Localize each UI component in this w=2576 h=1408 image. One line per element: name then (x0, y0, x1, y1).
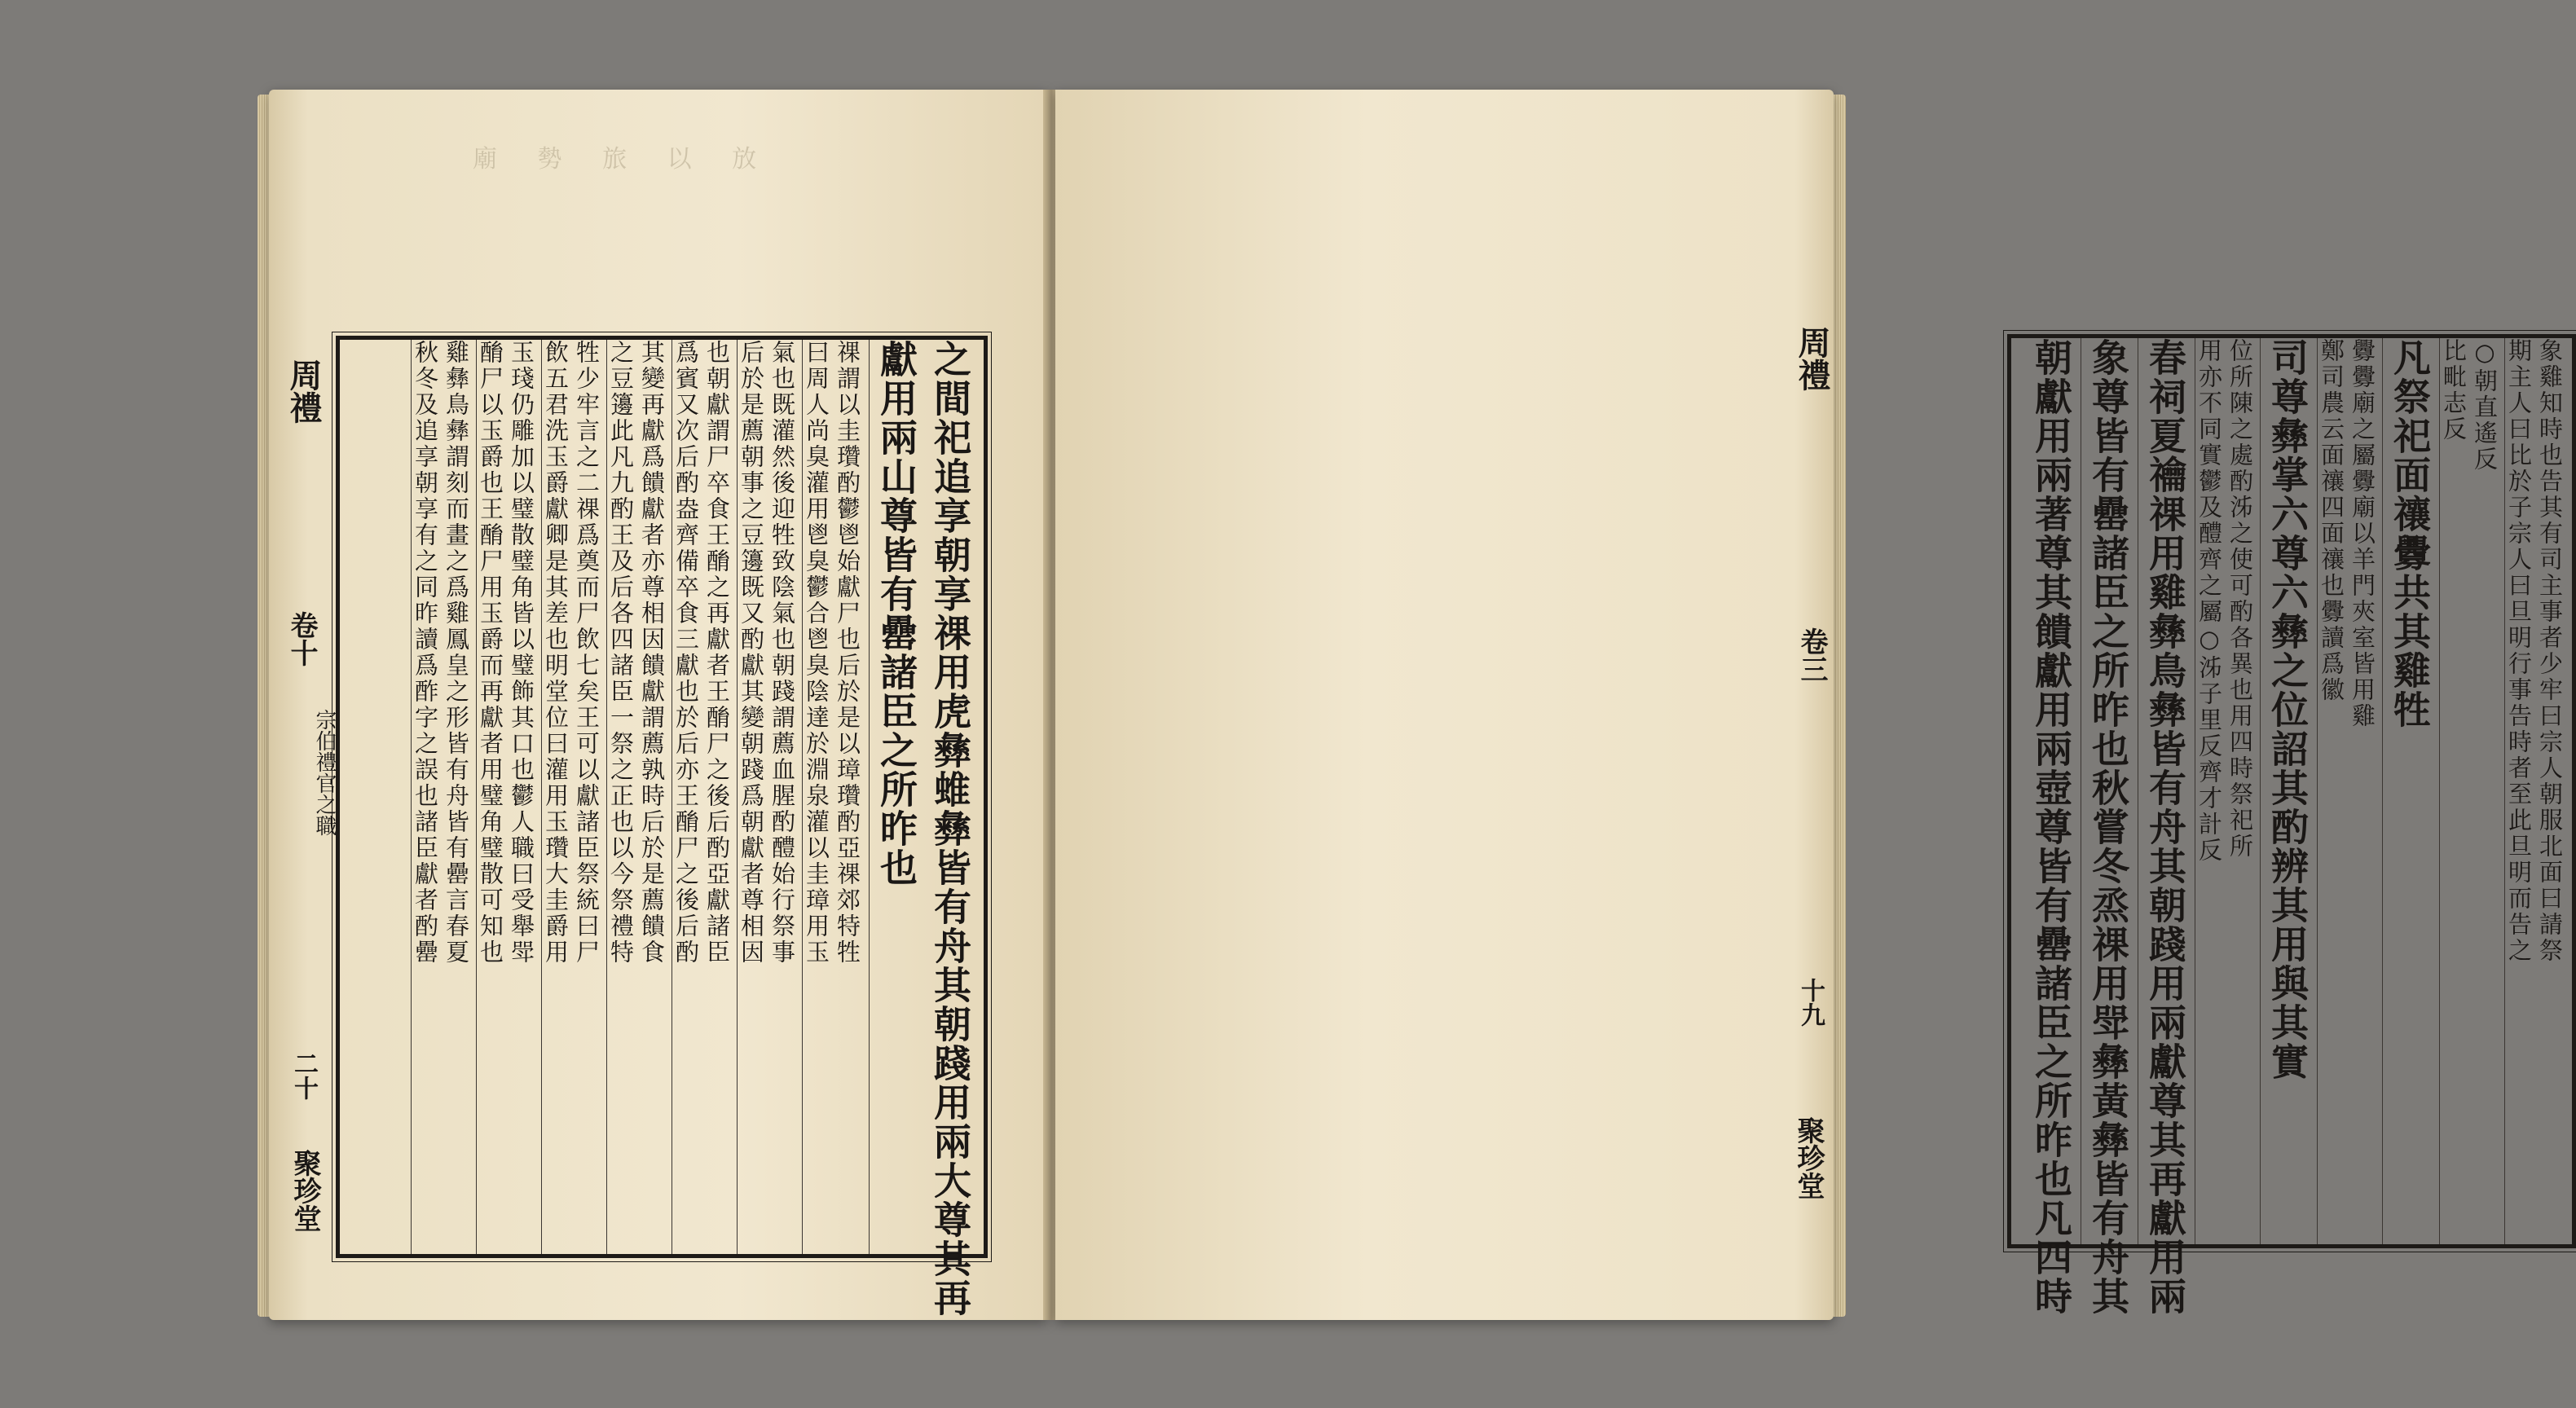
banxin-page-number: 十九 (1796, 978, 1825, 1027)
bleed-through-text: 廟 勢 旅 以 放 (473, 145, 773, 174)
commentary-column: 后於是薦朝事之豆籩既又酌獻其變朝踐爲朝獻者尊相因 (738, 340, 765, 966)
left-text-frame (336, 336, 988, 1318)
column-rule (2260, 338, 2261, 1244)
commentary-column: 酳尸以玉爵也王酳尸用玉爵而再獻者用璧角璧散可知也 (477, 340, 504, 966)
banxin-publisher: 聚珍堂 (288, 1149, 321, 1232)
commentary-column: 玉琖仍雕加以璧散璧角皆以璧飾其口也鬱人職曰受舉斝 (508, 340, 535, 966)
commentary-column: 期主人曰比於子宗人曰旦明行事告時者至此旦明而告之 (2505, 338, 2533, 964)
column-rule (802, 340, 803, 1254)
right-page (1055, 90, 2564, 1320)
column-rule (2439, 338, 2440, 1244)
main-text-column: 象尊皆有罍諸臣之所昨也秋嘗冬烝祼用斝彝黃彝皆有舟其 (2086, 338, 2130, 1316)
left-page (269, 90, 1047, 1320)
commentary-column: 比毗志反 (2440, 338, 2468, 442)
commentary-column: 其變再獻爲饋獻者亦尊相因饋獻謂薦孰時后於是薦饋食 (638, 340, 666, 966)
main-text-column: 朝獻用兩著尊其饋獻用兩壺尊皆有罍諸臣之所昨也凡四時 (2029, 338, 2073, 1316)
column-rule (2317, 338, 2318, 1244)
main-text-column: 司尊彝掌六尊六彝之位詔其酌辨其用與其實 (2266, 338, 2310, 1081)
commentary-column: 爲賓又次后酌盎齊備卒食三獻也於后亦王酳尸之後后酌 (672, 340, 700, 966)
commentary-column: 用亦不同實鬱及醴齊之屬○泲子里反齊才計反 (2195, 338, 2223, 864)
banxin-section: 宗伯禮官之職 (312, 709, 337, 836)
main-text-column: 之間祀追享朝享祼用虎彝蜼彝皆有舟其朝踐用兩大尊其再 (928, 340, 972, 1318)
open-book (269, 90, 2564, 1328)
banxin-chapter: 卷十 (285, 611, 318, 667)
column-rule (2382, 338, 2383, 1244)
column-rule (737, 340, 738, 1254)
banxin-page-number: 二十 (289, 1051, 318, 1100)
column-rule (869, 340, 870, 1254)
commentary-column: ○朝直遙反 (2471, 338, 2499, 473)
main-text-column: 凡祭祀面禳釁共其雞牲 (2388, 338, 2432, 729)
commentary-column: 飲五君洗玉爵獻卿是其差也明堂位曰灌用玉瓚大圭爵用 (542, 340, 570, 966)
column-rule (606, 340, 607, 1254)
main-text-column: 春祠夏禴祼用雞彝鳥彝皆有舟其朝踐用兩獻尊其再獻用兩 (2143, 338, 2187, 1316)
banxin-title: 周禮 (284, 359, 323, 424)
column-rule (2504, 338, 2505, 1244)
commentary-column: 牲少牢言之二祼爲奠而尸飲七矣王可以獻諸臣祭統曰尸 (573, 340, 601, 966)
banxin-title: 周禮 (1793, 326, 1831, 391)
main-text-column: 獻用兩山尊皆有罍諸臣之所昨也 (874, 340, 918, 887)
commentary-column: 秋冬及追享朝享有之同昨讀爲酢字之誤也諸臣獻者酌罍 (412, 340, 439, 966)
banxin-chapter: 卷三 (1795, 627, 1828, 683)
commentary-column: 曰周人尚臭灌用鬯臭鬱合鬯臭陰達於淵泉灌以圭璋用玉 (803, 340, 830, 966)
commentary-column: 釁釁廟之屬釁廟以羊門夾室皆用雞 (2349, 338, 2376, 729)
column-rule (476, 340, 477, 1254)
commentary-column: 雞彝鳥彝謂刻而畫之爲雞鳳皇之形皆有舟皆有罍言春夏 (443, 340, 470, 966)
right-text-frame (2007, 334, 2576, 1316)
commentary-column: 祼謂以圭瓚酌鬱鬯始獻尸也后於是以璋瓚酌亞祼郊特牲 (834, 340, 861, 966)
commentary-column: 象雞知時也告其有司主事者少牢曰宗人朝服北面曰請祭 (2536, 338, 2564, 964)
commentary-column: 氣也既灌然後迎牲致陰氣也朝踐謂薦血腥酌醴始行祭事 (768, 340, 796, 966)
column-rule (411, 340, 412, 1254)
commentary-column: 鄭司農云面禳四面禳也釁讀爲徽 (2318, 338, 2345, 703)
banxin-publisher: 聚珍堂 (1792, 1116, 1825, 1199)
commentary-column: 也朝獻謂尸卒食王酳之再獻者王酳尸之後后酌亞獻諸臣 (703, 340, 731, 966)
commentary-column: 之豆籩此凡九酌王及后各四諸臣一祭之正也以今祭禮特 (607, 340, 635, 966)
column-rule (541, 340, 542, 1254)
commentary-column: 位所陳之處酌泲之使可酌各異也用四時祭祀所 (2226, 338, 2254, 860)
